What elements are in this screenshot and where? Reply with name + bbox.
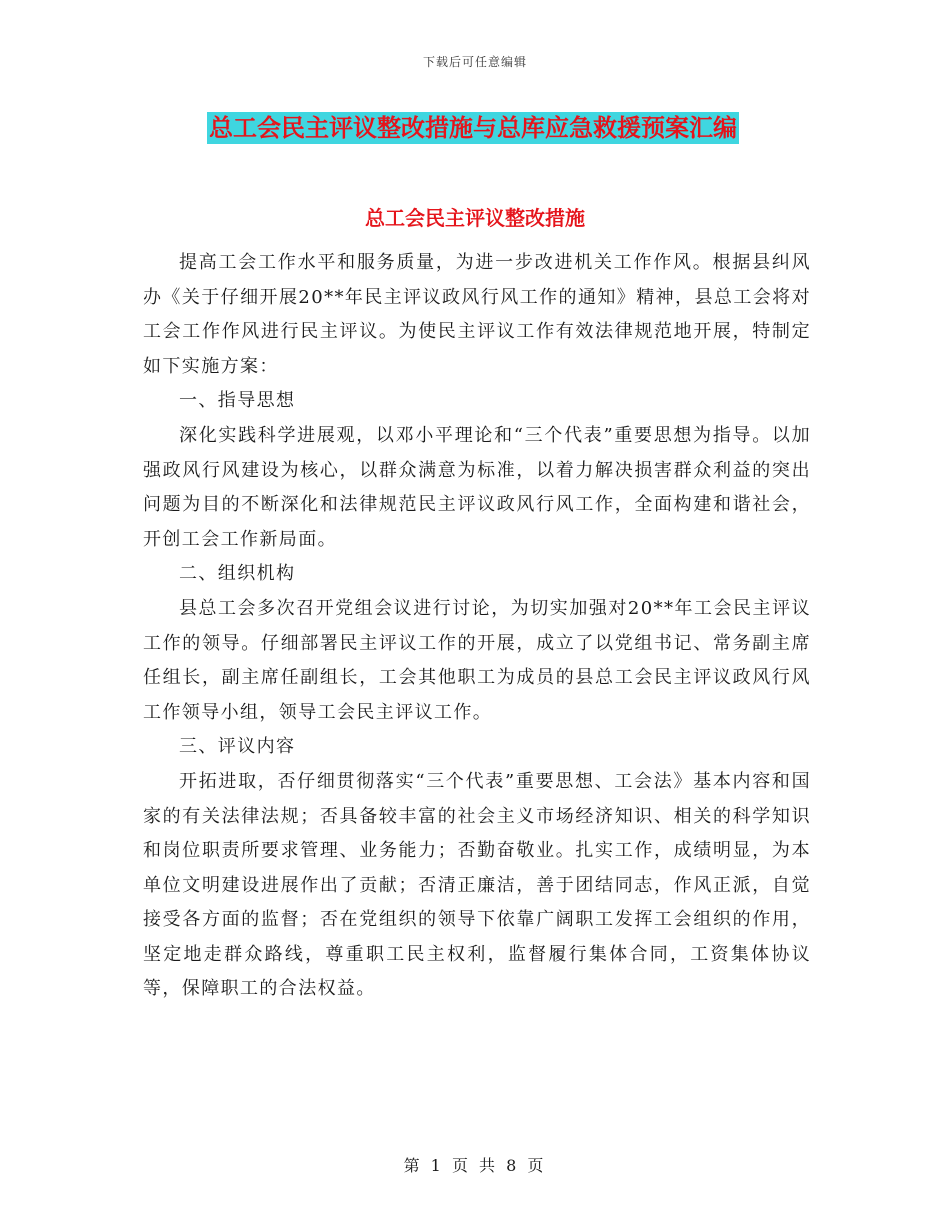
paragraph-intro: 提高工会工作水平和服务质量，为进一步改进机关工作作风。根据县纠风办《关于仔细开展20**年民主评议政风行风工作的通知》精神，县总工会将对工会工作作风进行民主评议。为使民主评议工作有效法律规范地开展，特制定如下实施方案：: [143, 252, 811, 377]
heading-organization: 二、组织机构: [179, 563, 296, 585]
paragraph-evaluation-content: 开拓进取，否仔细贯彻落实“三个代表”重要思想、工会法》基本内容和国家的有关法律法规；否具备较丰富的社会主义市场经济知识、相关的科学知识和岗位职责所要求管理、业务能力；否勤奋敬业。扎实工作，成绩明显，为本单位文明建设进展作出了贡献；否清正廉洁，善于团结同志，作风正派，自觉接受各方面的监督；否在党组织的领导下依靠广阔职工发挥工会组织的作用，坚定地走群众路线，尊重职工民主权利，监督履行集体合同，工资集体协议等，保障职工的合法权益。: [143, 770, 811, 1000]
paragraph-organization: 县总工会多次召开党组会议进行讨论，为切实加强对20**年工会民主评议工作的领导。仔细部署民主评议工作的开展，成立了以党组书记、常务副主席任组长，副主席任副组长，工会其他职工为成员的县总工会民主评议政风行风工作领导小组，领导工会民主评议工作。: [143, 597, 811, 723]
document-title: 总工会民主评议整改措施与总库应急救援预案汇编: [209, 114, 737, 142]
heading-guiding-ideology: 一、指导思想: [179, 390, 296, 412]
heading-evaluation-content: 三、评议内容: [179, 736, 296, 758]
paragraph-guiding-ideology: 深化实践科学进展观，以邓小平理论和“三个代表”重要思想为指导。以加强政风行风建设为核心，以群众满意为标准，以着力解决损害群众利益的突出问题为目的不断深化和法律规范民主评议政风行风工作，全面构建和谐社会，开创工会工作新局面。: [143, 424, 811, 550]
body-text: [143, 246, 811, 1007]
page-footer: 第 1 页 共 8 页: [403, 1156, 547, 1175]
section-title: 总工会民主评议整改措施: [365, 206, 585, 230]
header-note: 下载后可任意编辑: [422, 55, 527, 69]
